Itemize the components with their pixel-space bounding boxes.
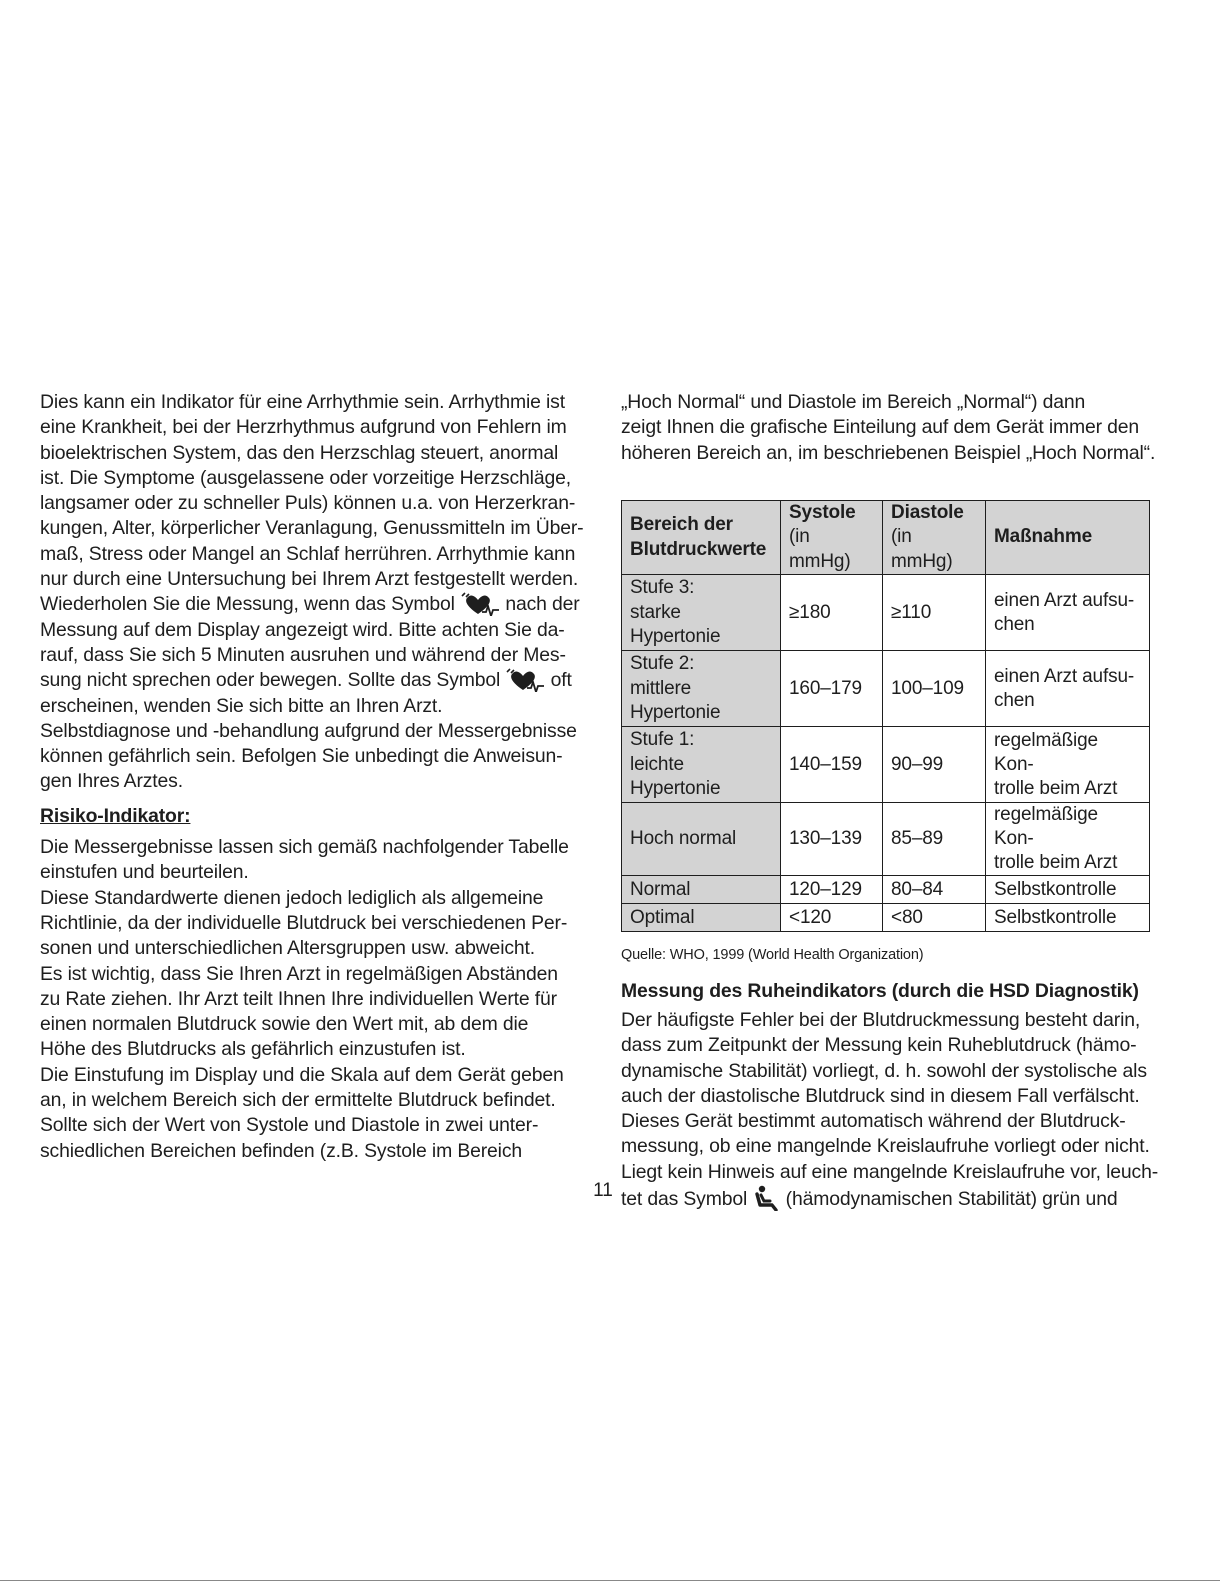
- diastole-cell: 85–89: [883, 803, 986, 876]
- systole-cell: 120–129: [781, 876, 883, 904]
- left-column: [40, 390, 590, 1164]
- header-range: [622, 500, 781, 575]
- action-cell: Selbstkontrolle: [986, 876, 1150, 904]
- action-cell: einen Arzt aufsu- chen: [986, 575, 1150, 651]
- text-run: nach der Messung auf dem Display angezeigt wird. Bitte achten Sie da- rauf, dass Sie sich 5 Minuten ausruhen und während der Mes- sung nicht sprechen oder bewegen. Sollte das Symbol: [40, 593, 580, 692]
- rest-indicator-heading: Messung des Ruheindikators (durch die HSD Diagnostik): [621, 979, 1139, 1002]
- right-column: [621, 390, 1171, 1212]
- text-run: oft erscheinen, wenden Sie sich bitte an Ihren Arzt. Selbstdiagnose und -behandlung aufgrund der Messergebnisse können gefährlich sein. Befolgen Sie unbedingt die Anweisun- gen Ihres Arztes.: [40, 669, 577, 793]
- risk-indicator-heading: Risiko-Indikator:: [40, 804, 191, 827]
- text-run: Der häufigste Fehler bei der Blutdruckmessung besteht darin, dass zum Zeitpunkt der Messung kein Ruheblutdruck (hämo- dynamische Stabilität) vorliegt, d. h. sowohl der systolische als auch der diastolische Blutdruck sind in diesem Fall verfälscht. Dieses Gerät bestimmt automatisch während der Blutdruck- messung, ob eine mangelnde Kreislaufruhe vorliegt oder nicht. Liegt kein Hinweis auf eine mangelnde Kreislaufruhe vor, leuch- tet das Symbol: [621, 1008, 1159, 1211]
- level-cell: Stufe 1: leichte Hypertonie: [622, 727, 781, 803]
- header-diastole: [883, 500, 986, 575]
- classification-paragraph: „Hoch Normal“ und Diastole im Bereich „Normal“) dann zeigt Ihnen die grafische Einteilung auf dem Gerät immer den höheren Bereich an, im beschriebenen Beispiel „Hoch Normal“.: [621, 391, 1156, 464]
- level-cell: Optimal: [622, 904, 781, 932]
- table-row: [622, 727, 1150, 803]
- level-cell: Normal: [622, 876, 781, 904]
- level-cell: Stufe 3: starke Hypertonie: [622, 575, 781, 651]
- arrhythmia-heart-icon: [460, 592, 500, 616]
- systole-cell: 140–159: [781, 727, 883, 803]
- diastole-cell: 80–84: [883, 876, 986, 904]
- table-row: [622, 876, 1150, 904]
- action-cell: Selbstkontrolle: [986, 904, 1150, 932]
- text-run: Dies kann ein Indikator für eine Arrhythmie sein. Arrhythmie ist eine Krankheit, bei der Herzrhythmus aufgrund von Fehlern im bioelektrischen System, das den Herzschlag steuert, anormal ist. Die Symptome (ausgelassene oder vorzeitige Herzschläge, langsamer oder zu schneller Puls) können u.a. von Herzerkran- kungen, Alter, körperlicher Veranlagung, Genussmitteln im Über- maß, Stress oder Mangel an Schlaf herrühren. Arrhythmie kann nur durch eine Untersuchung bei Ihrem Arzt festgestellt werden. Wiederholen Sie die Messung, wenn das Symbol: [40, 391, 584, 616]
- action-cell: regelmäßige Kon- trolle beim Arzt: [986, 727, 1150, 803]
- table-row: [622, 651, 1150, 727]
- systole-cell: ≥180: [781, 575, 883, 651]
- arrhythmia-heart-icon: [505, 668, 545, 692]
- header-unit: (in mmHg): [891, 526, 953, 572]
- systole-cell: 160–179: [781, 651, 883, 727]
- action-cell: einen Arzt aufsu- chen: [986, 651, 1150, 727]
- header-action: [986, 500, 1150, 575]
- action-cell: regelmäßige Kon- trolle beim Arzt: [986, 803, 1150, 876]
- systole-cell: 130–139: [781, 803, 883, 876]
- header-label: Systole: [789, 501, 856, 523]
- table-row: [622, 803, 1150, 876]
- text-run: (hämodynamischen Stabilität) grün und: [780, 1188, 1118, 1211]
- table-row: [622, 904, 1150, 932]
- arrhythmia-paragraph: [40, 390, 590, 795]
- page-number: 11: [593, 1180, 613, 1201]
- header-label: Maßnahme: [994, 526, 1093, 548]
- systole-cell: <120: [781, 904, 883, 932]
- level-cell: Stufe 2: mittlere Hypertonie: [622, 651, 781, 727]
- diastole-cell: <80: [883, 904, 986, 932]
- header-label: Diastole: [891, 501, 964, 523]
- header-unit: (in mmHg): [789, 526, 851, 572]
- level-cell: Hoch normal: [622, 803, 781, 876]
- blood-pressure-table: [621, 500, 1150, 933]
- diastole-cell: ≥110: [883, 575, 986, 651]
- bottom-rule: [0, 1580, 1220, 1581]
- diastole-cell: 100–109: [883, 651, 986, 727]
- table-header-row: [622, 500, 1150, 575]
- table-row: [622, 575, 1150, 651]
- diastole-cell: 90–99: [883, 727, 986, 803]
- header-label: Bereich der Blutdruckwerte: [630, 514, 767, 560]
- header-systole: [781, 500, 883, 575]
- risk-indicator-paragraph: Die Messergebnisse lassen sich gemäß nachfolgender Tabelle einstufen und beurteilen. Diese Standardwerte dienen jedoch lediglich als allgemeine Richtlinie, da der individuelle Blutdruck bei verschiedenen Per- sonen und unterschiedlichen Altersgruppen usw. abweicht. Es ist wichtig, dass Sie Ihren Arzt in regelmäßigen Abständen zu Rate ziehen. Ihr Arzt teilt Ihnen Ihre individuellen Werte für einen normalen Blutdruck sowie den Wert mit, ab dem die Höhe des Blutdrucks als gefährlich einzustufen ist. Die Einstufung im Display und die Skala auf dem Gerät geben an, in welchem Bereich sich der ermittelte Blutdruck befindet. Sollte sich der Wert von Systole und Diastole in zwei unter- schiedlichen Bereichen befinden (z.B. Systole im Bereich: [40, 836, 569, 1162]
- table-source-note: Quelle: WHO, 1999 (World Health Organization): [621, 947, 924, 964]
